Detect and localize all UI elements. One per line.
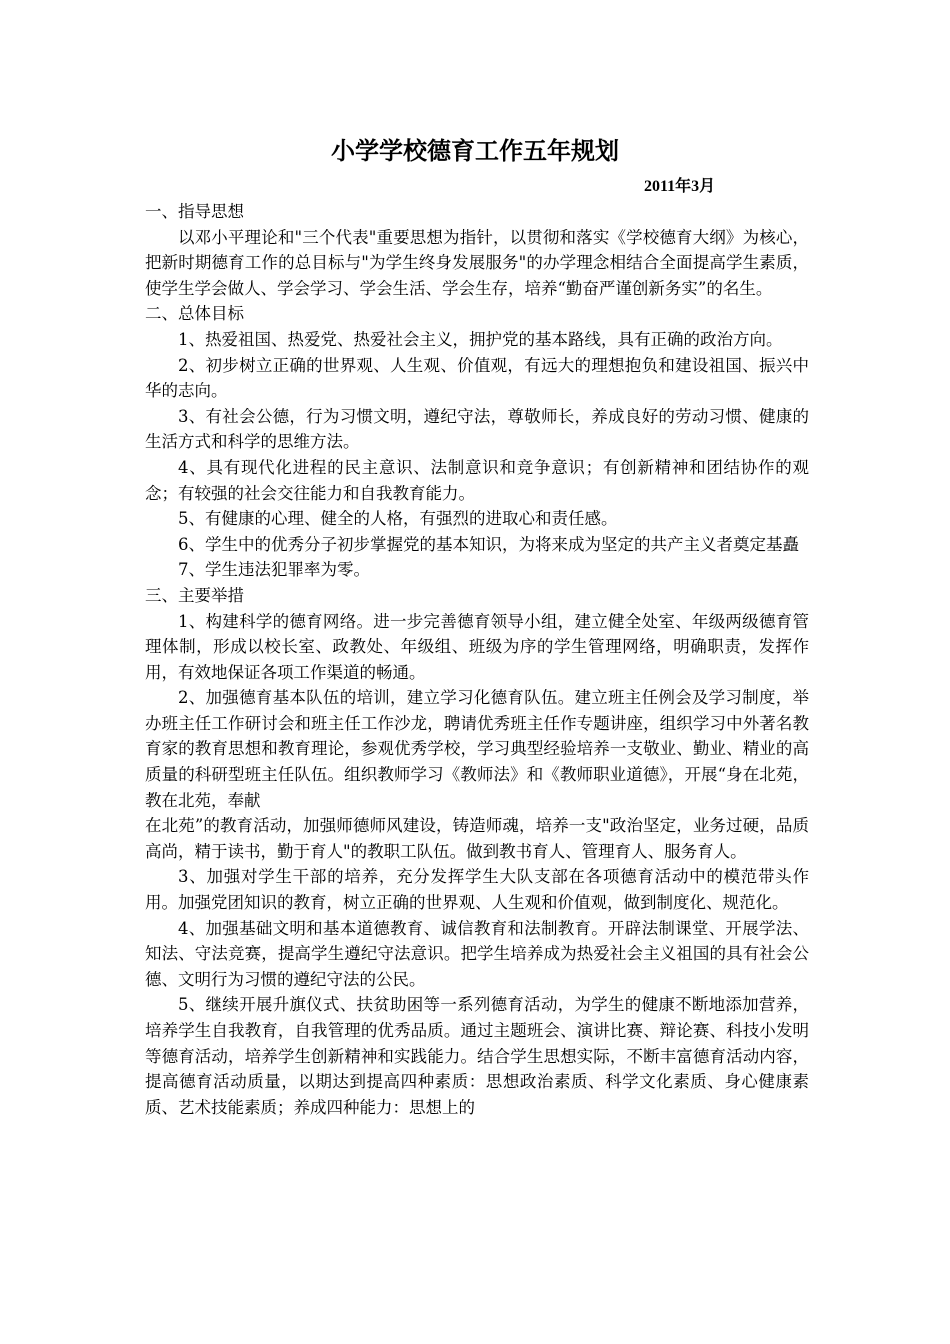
goal-item: 3、有社会公德，行为习惯文明，遵纪守法，尊敬师长，养成良好的劳动习惯、健康的生活方式和科学的思维方法。 (145, 406, 809, 452)
section-heading: 二、总体目标 (145, 304, 244, 324)
document-date: 2011年3月 (644, 178, 716, 195)
measure-item-continuation: 在北苑”的教育活动，加强师德师风建设，铸造师魂，培养一支"政治坚定，业务过硬，品质高尚，精于读书，勤于育人"的教职工队伍。做到教书育人、管理育人、服务育人。 (145, 816, 809, 861)
goal-item: 4、具有现代化进程的民主意识、法制意识和竞争意识；有创新精神和团结协作的观念；有较强的社会交往能力和自我教育能力。 (145, 457, 809, 503)
measure-item: 5、继续开展升旗仪式、扶贫助困等一系列德育活动，为学生的健康不断地添加营养，培养学生自我教育，自我管理的优秀品质。通过主题班会、演讲比赛、辩论赛、科技小发明等德育活动，培养学生创新精神和实践能力。结合学生思想实际，不断丰富德育活动内容，提高德育活动质量，以期达到提高四种素质：思想政治素质、科学文化素质、身心健康素质、艺术技能素质；养成四种能力：思想上的 (145, 995, 809, 1117)
document-title: 小学学校德育工作五年规划 (331, 136, 619, 165)
goal-item: 2、初步树立正确的世界观、人生观、价值观，有远大的理想抱负和建设祖国、振兴中华的志向。 (145, 355, 809, 401)
section-heading: 一、指导思想 (145, 202, 244, 221)
goal-item: 1、热爱祖国、热爱党、热爱社会主义，拥护党的基本路线，具有正确的政治方向。 (178, 329, 783, 349)
measure-item: 1、构建科学的德育网络。进一步完善德育领导小组，建立健全处室、年级两级德育管理体制，形成以校长室、政教处、年级组、班级为序的学生管理网络，明确职责，发挥作用，有效地保证各项工作渠道的畅通。 (145, 611, 809, 682)
document-body (145, 199, 809, 1120)
measure-item: 4、加强基础文明和基本道德教育、诚信教育和法制教育。开辟法制课堂、开展学法、知法、守法竞赛，提高学生遵纪守法意识。把学生培养成为热爱社会主义祖国的具有社会公德、文明行为习惯的遵纪守法的公民。 (145, 918, 809, 989)
goal-item: 5、有健康的心理、健全的人格，有强烈的进取心和责任感。 (178, 509, 618, 529)
paragraph: 以邓小平理论和"三个代表"重要思想为指针，以贯彻和落实《学校德育大纲》为核心，把新时期德育工作的总目标与"为学生终身发展服务"的办学理念相结合全面提高学生素质，使学生学会做人、学会学习、学会生活、学会生存，培养“勤奋严谨创新务实”的名生。 (145, 227, 809, 298)
measure-item: 3、加强对学生干部的培养，充分发挥学生大队支部在各项德育活动中的模范带头作用。加强党团知识的教育，树立正确的世界观、人生观和价值观，做到制度化、规范化。 (145, 867, 809, 913)
measure-item: 2、加强德育基本队伍的培训，建立学习化德育队伍。建立班主任例会及学习制度，举办班主任工作研讨会和班主任工作沙龙，聘请优秀班主任作专题讲座，组织学习中外著名教育家的教育思想和教育理论，参观优秀学校，学习典型经验培养一支敬业、勤业、精业的高质量的科研型班主任队伍。组织教师学习《教师法》和《教师职业道德》，开展“身在北苑，教在北苑，奉献 (145, 688, 809, 810)
goal-item: 7、学生违法犯罪率为零。 (178, 560, 370, 580)
section-heading: 三、主要举措 (145, 585, 244, 605)
goal-item: 6、学生中的优秀分子初步掌握党的基本知识，为将来成为坚定的共产主义者奠定基矗 (178, 534, 799, 554)
